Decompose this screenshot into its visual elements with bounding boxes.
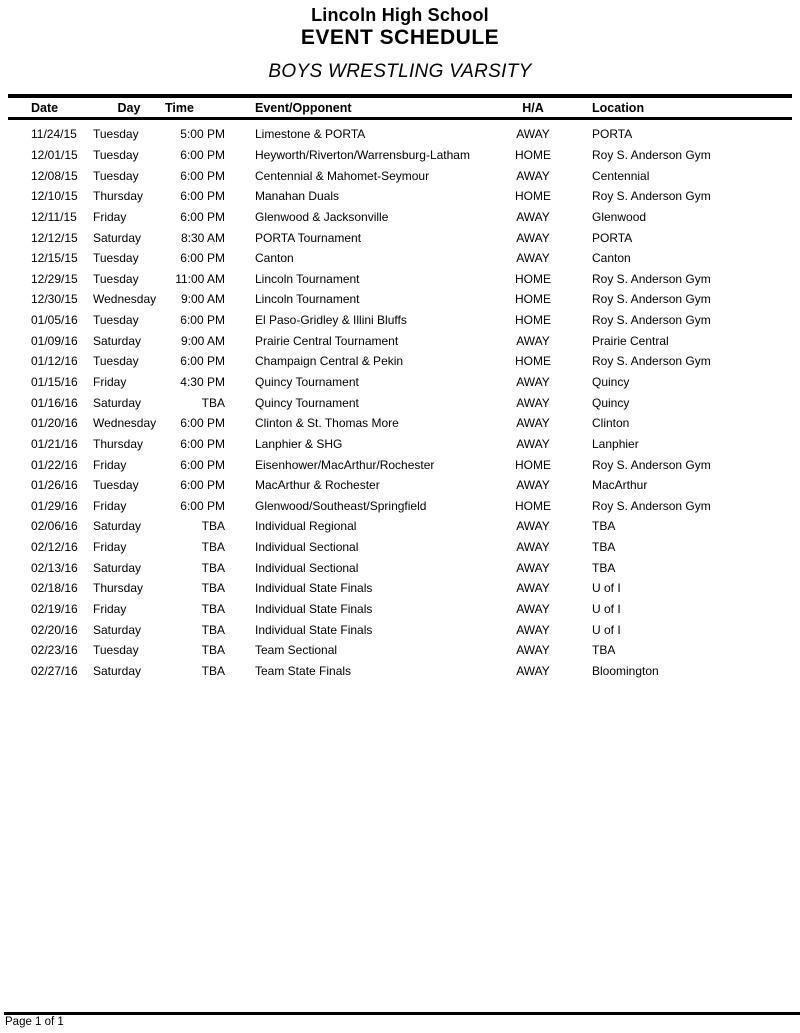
table-row xyxy=(0,124,800,145)
team-subtitle: BOYS WRESTLING VARSITY xyxy=(268,61,532,82)
event-date: 01/05/16 xyxy=(31,313,78,328)
page-number-label: Page 1 of 1 xyxy=(5,1016,64,1028)
event-home-away: AWAY xyxy=(516,581,550,596)
event-day: Thursday xyxy=(93,189,144,204)
event-date: 12/01/15 xyxy=(31,147,78,162)
event-home-away: AWAY xyxy=(516,251,550,266)
event-date: 02/23/16 xyxy=(31,643,78,658)
event-day: Tuesday xyxy=(93,313,139,328)
event-date: 01/12/16 xyxy=(31,354,78,369)
event-day: Friday xyxy=(93,457,127,472)
event-time: 6:00 PM xyxy=(180,457,225,472)
event-home-away: AWAY xyxy=(516,436,550,451)
event-time: 6:00 PM xyxy=(180,478,225,493)
event-time: 6:00 PM xyxy=(180,313,225,328)
event-day: Friday xyxy=(93,540,127,555)
event-opponent: Individual Sectional xyxy=(255,560,359,575)
event-location: U of I xyxy=(592,581,621,596)
event-time: 9:00 AM xyxy=(180,333,225,348)
event-time: 6:00 PM xyxy=(180,416,225,431)
event-time: TBA xyxy=(201,643,225,658)
event-time: 8:30 AM xyxy=(180,230,225,245)
event-location: TBA xyxy=(592,540,616,555)
event-home-away: AWAY xyxy=(516,560,550,575)
event-location: TBA xyxy=(592,643,616,658)
table-header-row xyxy=(0,98,800,117)
event-home-away: AWAY xyxy=(516,622,550,637)
event-day: Saturday xyxy=(93,560,142,575)
event-opponent: MacArthur & Rochester xyxy=(255,478,380,493)
event-day: Saturday xyxy=(93,519,142,534)
event-home-away: AWAY xyxy=(516,395,550,410)
event-opponent: Individual State Finals xyxy=(255,622,373,637)
table-row xyxy=(0,289,800,310)
event-home-away: AWAY xyxy=(516,519,550,534)
event-home-away: AWAY xyxy=(516,209,550,224)
event-location: PORTA xyxy=(592,127,633,142)
event-date: 02/06/16 xyxy=(31,519,78,534)
footer-rule xyxy=(4,1012,800,1015)
event-day: Saturday xyxy=(93,333,142,348)
event-date: 01/20/16 xyxy=(31,416,78,431)
table-row xyxy=(0,145,800,166)
event-opponent: Quincy Tournament xyxy=(255,395,359,410)
event-opponent: Limestone & PORTA xyxy=(255,127,366,142)
table-row xyxy=(0,207,800,228)
event-date: 01/29/16 xyxy=(31,498,78,513)
event-home-away: AWAY xyxy=(516,540,550,555)
event-date: 02/20/16 xyxy=(31,622,78,637)
event-day: Friday xyxy=(93,209,127,224)
page-title: EVENT SCHEDULE xyxy=(300,26,500,49)
event-home-away: AWAY xyxy=(516,375,550,389)
table-row xyxy=(0,227,800,248)
event-time: TBA xyxy=(201,663,225,678)
event-opponent: Prairie Central Tournament xyxy=(255,333,399,348)
event-location: Roy S. Anderson Gym xyxy=(592,498,711,513)
event-location: MacArthur xyxy=(592,478,648,493)
event-day: Wednesday xyxy=(93,416,157,431)
table-row xyxy=(0,351,800,372)
page-header xyxy=(0,0,800,82)
event-time: 11:00 AM xyxy=(175,271,225,286)
event-opponent: Quincy Tournament xyxy=(255,375,359,389)
event-home-away: HOME xyxy=(515,313,551,328)
event-day: Thursday xyxy=(93,581,144,596)
table-row xyxy=(0,330,800,351)
event-location: Roy S. Anderson Gym xyxy=(592,147,711,162)
event-time: TBA xyxy=(201,519,225,534)
event-date: 01/26/16 xyxy=(31,478,78,493)
event-location: TBA xyxy=(592,519,616,534)
event-time: 6:00 PM xyxy=(180,147,225,162)
event-date: 01/21/16 xyxy=(31,436,78,451)
event-home-away: HOME xyxy=(515,271,551,286)
event-time: TBA xyxy=(201,395,225,410)
event-date: 02/19/16 xyxy=(31,602,78,617)
event-time: 6:00 PM xyxy=(180,498,225,513)
event-date: 12/10/15 xyxy=(31,189,78,204)
event-day: Saturday xyxy=(93,663,142,678)
event-day: Wednesday xyxy=(93,292,157,307)
event-home-away: HOME xyxy=(515,147,551,162)
event-opponent: Individual Sectional xyxy=(255,540,359,555)
event-opponent: Team Sectional xyxy=(255,643,338,658)
event-time: TBA xyxy=(201,560,225,575)
event-date: 02/12/16 xyxy=(31,540,78,555)
event-day: Tuesday xyxy=(93,354,139,369)
event-date: 01/15/16 xyxy=(31,375,78,389)
table-row xyxy=(0,165,800,186)
school-name: Lincoln High School xyxy=(311,5,489,25)
event-date: 12/30/15 xyxy=(31,292,78,307)
event-opponent: El Paso-Gridley & Illini Bluffs xyxy=(255,313,407,328)
schedule-rows xyxy=(0,120,800,681)
event-home-away: AWAY xyxy=(516,663,550,678)
event-location: Roy S. Anderson Gym xyxy=(592,457,711,472)
column-header-date: Date xyxy=(31,100,59,115)
event-home-away: AWAY xyxy=(516,168,550,183)
event-date: 01/09/16 xyxy=(31,333,78,348)
event-time: TBA xyxy=(201,602,225,617)
event-opponent: Clinton & St. Thomas More xyxy=(255,416,399,431)
event-location: Centennial xyxy=(592,168,650,183)
event-home-away: HOME xyxy=(515,498,551,513)
event-day: Tuesday xyxy=(93,251,139,266)
table-row xyxy=(0,248,800,269)
table-row xyxy=(0,496,800,517)
event-date: 12/08/15 xyxy=(31,168,78,183)
event-location: U of I xyxy=(592,602,621,617)
event-home-away: AWAY xyxy=(516,478,550,493)
event-time: 6:00 PM xyxy=(180,436,225,451)
table-row xyxy=(0,578,800,599)
event-opponent: Glenwood & Jacksonville xyxy=(255,209,389,224)
event-location: PORTA xyxy=(592,230,633,245)
event-time: TBA xyxy=(201,622,225,637)
event-location: Canton xyxy=(592,251,631,266)
column-header-event: Event/Opponent xyxy=(255,100,352,115)
column-header-time: Time xyxy=(165,100,194,115)
event-opponent: Champaign Central & Pekin xyxy=(255,354,404,369)
event-time: 9:00 AM xyxy=(180,292,225,307)
event-date: 01/16/16 xyxy=(31,395,78,410)
table-row xyxy=(0,661,800,682)
event-opponent: Lincoln Tournament xyxy=(255,271,360,286)
table-row xyxy=(0,475,800,496)
column-header-day: Day xyxy=(117,100,141,115)
event-home-away: HOME xyxy=(515,457,551,472)
event-day: Tuesday xyxy=(93,168,139,183)
event-date: 11/24/15 xyxy=(31,127,77,142)
event-location: Glenwood xyxy=(592,209,647,224)
table-row xyxy=(0,454,800,475)
event-location: Roy S. Anderson Gym xyxy=(592,271,711,286)
event-home-away: AWAY xyxy=(516,230,550,245)
event-time: 6:00 PM xyxy=(180,189,225,204)
event-location: Prairie Central xyxy=(592,333,669,348)
table-row xyxy=(0,599,800,620)
event-time: TBA xyxy=(201,581,225,596)
event-opponent: Individual Regional xyxy=(255,519,357,534)
event-day: Friday xyxy=(93,498,127,513)
event-opponent: Lincoln Tournament xyxy=(255,292,360,307)
event-opponent: Lanphier & SHG xyxy=(255,436,343,451)
event-day: Saturday xyxy=(93,395,142,410)
table-row xyxy=(0,537,800,558)
event-opponent: Individual State Finals xyxy=(255,581,373,596)
event-location: Lanphier xyxy=(592,436,639,451)
event-location: Clinton xyxy=(592,416,630,431)
table-row xyxy=(0,268,800,289)
event-home-away: HOME xyxy=(515,292,551,307)
column-header-location: Location xyxy=(592,100,645,115)
table-row xyxy=(0,557,800,578)
event-opponent: Glenwood/Southeast/Springfield xyxy=(255,498,427,513)
event-location: Roy S. Anderson Gym xyxy=(592,292,711,307)
event-date: 02/27/16 xyxy=(31,663,78,678)
table-row xyxy=(0,413,800,434)
event-location: TBA xyxy=(592,560,616,575)
event-day: Tuesday xyxy=(93,643,139,658)
event-date: 01/22/16 xyxy=(31,457,78,472)
event-time: 6:00 PM xyxy=(180,209,225,224)
table-row xyxy=(0,186,800,207)
event-time: 5:00 PM xyxy=(180,127,225,142)
event-date: 12/12/15 xyxy=(31,230,78,245)
event-time: 6:00 PM xyxy=(180,168,225,183)
column-header-ha: H/A xyxy=(522,100,544,115)
event-time: 6:00 PM xyxy=(180,354,225,369)
event-day: Tuesday xyxy=(93,127,139,142)
event-date: 12/15/15 xyxy=(31,251,78,266)
event-home-away: AWAY xyxy=(516,333,550,348)
event-home-away: AWAY xyxy=(516,127,550,142)
event-day: Saturday xyxy=(93,230,142,245)
event-date: 12/11/15 xyxy=(31,209,77,224)
event-opponent: Centennial & Mahomet-Seymour xyxy=(255,168,430,183)
event-home-away: AWAY xyxy=(516,416,550,431)
event-day: Saturday xyxy=(93,622,142,637)
event-day: Friday xyxy=(93,602,127,617)
event-date: 12/29/15 xyxy=(31,271,78,286)
event-location: Quincy xyxy=(592,375,630,389)
event-location: Roy S. Anderson Gym xyxy=(592,189,711,204)
event-home-away: HOME xyxy=(515,189,551,204)
event-day: Friday xyxy=(93,375,127,389)
event-opponent: Manahan Duals xyxy=(255,189,340,204)
event-opponent: Team State Finals xyxy=(255,663,352,678)
event-location: Bloomington xyxy=(592,663,659,678)
table-row xyxy=(0,392,800,413)
event-time: TBA xyxy=(201,540,225,555)
event-day: Tuesday xyxy=(93,478,139,493)
event-opponent: PORTA Tournament xyxy=(255,230,362,245)
table-row xyxy=(0,310,800,331)
event-location: U of I xyxy=(592,622,621,637)
event-opponent: Eisenhower/MacArthur/Rochester xyxy=(255,457,435,472)
event-date: 02/18/16 xyxy=(31,581,78,596)
event-home-away: AWAY xyxy=(516,602,550,617)
event-home-away: AWAY xyxy=(516,643,550,658)
event-time: 4:30 PM xyxy=(180,375,225,389)
event-location: Quincy xyxy=(592,395,630,410)
table-row xyxy=(0,434,800,455)
table-row xyxy=(0,372,800,393)
event-location: Roy S. Anderson Gym xyxy=(592,313,711,328)
table-row xyxy=(0,619,800,640)
event-day: Tuesday xyxy=(93,271,139,286)
event-date: 02/13/16 xyxy=(31,560,78,575)
event-day: Tuesday xyxy=(93,147,139,162)
table-row xyxy=(0,516,800,537)
event-location: Roy S. Anderson Gym xyxy=(592,354,711,369)
event-opponent: Individual State Finals xyxy=(255,602,373,617)
event-time: 6:00 PM xyxy=(180,251,225,266)
event-opponent: Canton xyxy=(255,251,294,266)
table-row xyxy=(0,640,800,661)
event-day: Thursday xyxy=(93,436,144,451)
event-opponent: Heyworth/Riverton/Warrensburg-Latham xyxy=(255,147,470,162)
event-home-away: HOME xyxy=(515,354,551,369)
